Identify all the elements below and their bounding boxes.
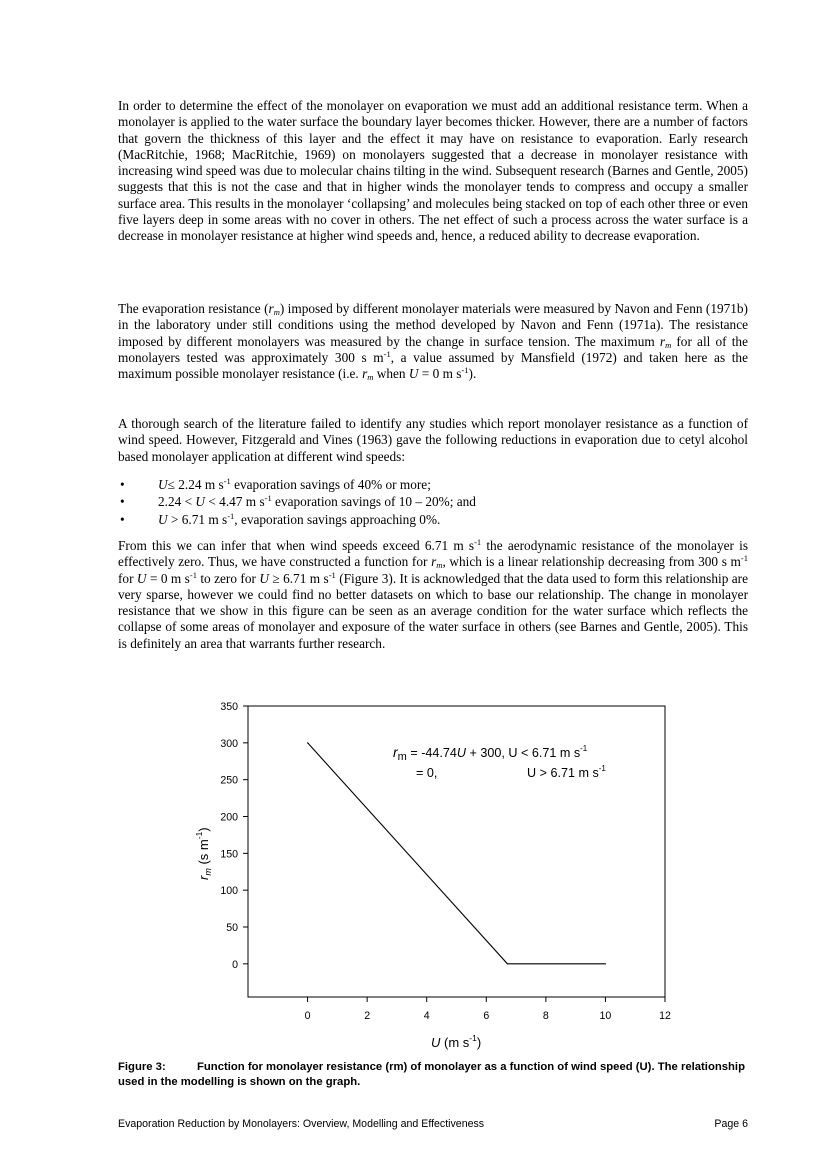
text-run: < 4.47 m s xyxy=(205,494,265,509)
y-tick-label: 250 xyxy=(220,774,238,787)
text-run: for xyxy=(118,570,137,586)
paragraph-literature-search: A thorough search of the literature failed to identify any studies which report monolayer resistance as a function of wind speed. However, Fitzgerald and Vines (1963) gave the following reductions in evaporation due to cetyl alcohol based monolayer application at different wind speeds: xyxy=(118,416,748,464)
text-run: , a value assumed by Mansfield (1972) and taken here as the maximum possible monolayer resistance (i.e. xyxy=(118,349,748,382)
superscript: -1 xyxy=(328,569,336,580)
data-point xyxy=(605,963,606,964)
superscript: -1 xyxy=(474,537,482,547)
y-axis-label: $r_m$ (s $m^{-1}$) xyxy=(194,827,213,880)
x-tick-label: 12 xyxy=(659,1010,671,1022)
y-tick-label: 0 xyxy=(232,958,238,971)
page-number: Page 6 xyxy=(714,1118,748,1130)
symbol-r: r xyxy=(659,333,666,349)
superscript: -1 xyxy=(189,569,197,580)
symbol-r: r xyxy=(431,554,437,570)
symbol-U: U xyxy=(195,494,206,509)
bullet-icon: • xyxy=(120,477,125,492)
y-tick-label: 50 xyxy=(226,922,238,935)
superscript: -1 xyxy=(264,493,272,503)
symbol-subscript: m xyxy=(436,560,443,571)
equation-line-2a: = 0, xyxy=(416,766,438,780)
symbol-r: r xyxy=(362,366,368,382)
text-run: = 0 m s xyxy=(418,366,462,382)
text-run: evaporation savings of 10 – 20%; and xyxy=(271,494,476,509)
paragraph-monolayer-resistance-intro: In order to determine the effect of the monolayer on evaporation we must add an additional resistance term. When a monolayer is applied to the water surface the boundary layer becomes thicker. However, there are a number of factors that govern the thickness of this layer and the effect it may have on resistance to evaporation. Early research (MacRitchie, 1968; MacRitchie, 1969) on monolayers suggested that a decrease in monolayer resistance with increasing wind speed was due to molecular chains tilting in the wind. Subsequent research (Barnes and Gentle, 2005) suggests that this is not the case and that in higher winds the monolayer tends to compress and occupy a smaller surface area. This results in the monolayer ‘collapsing’ and molecules being stacked on top of each other three or even five layers deep in some areas with no cover in others. The net effect of such a process across the water surface is a decrease in monolayer resistance at higher wind speeds and, hence, a reduced ability to decrease evaporation. xyxy=(118,98,748,244)
x-axis-label: U (m $s^{-1}$) xyxy=(431,1033,482,1050)
symbol-subscript: m xyxy=(665,339,672,350)
text-run: > 6.71 m s xyxy=(167,512,228,527)
equation-line-1: rm = -44.74U + 300, U < 6.71 m $s^{-1}$ xyxy=(393,744,588,763)
superscript: -1 xyxy=(227,511,235,521)
superscript: -1 xyxy=(461,365,469,376)
equation-line-2b: U > 6.71 m $s^{-1}$ xyxy=(527,764,606,780)
superscript: -1 xyxy=(223,476,231,486)
x-tick-label: 2 xyxy=(364,1010,371,1022)
text-run: the aerodynamic resistance of the monolayer is effectively zero. Thus, we have constructed a function for xyxy=(118,538,748,570)
text-run: when xyxy=(373,366,409,382)
text-run: ). xyxy=(468,366,477,382)
y-tick-label: 150 xyxy=(220,848,238,861)
symbol-U: U xyxy=(259,570,269,586)
figure-caption-text: Function for monolayer resistance (rm) of monolayer as a function of wind speed (U). The relationship used in the modelling is shown on the graph. xyxy=(118,1061,745,1088)
text-run: to zero for xyxy=(196,570,260,586)
text-run: From this we can infer that when wind speeds exceed 6.71 m s xyxy=(118,538,475,553)
data-point xyxy=(307,742,308,743)
y-tick-label: 200 xyxy=(220,811,238,824)
symbol-U: U xyxy=(136,570,147,586)
text-run: = 0 m s xyxy=(146,570,190,586)
symbol-r: r xyxy=(268,301,274,316)
data-point xyxy=(507,963,508,964)
x-tick-label: 8 xyxy=(542,1010,549,1022)
text-run: , which is a linear relationship decreasing from 300 s m xyxy=(442,554,741,570)
text-run: 2.24 < xyxy=(158,494,196,509)
x-tick-label: 4 xyxy=(423,1010,430,1022)
symbol-subscript: m xyxy=(273,307,280,317)
bullet-icon: • xyxy=(120,512,125,527)
y-tick-label: 100 xyxy=(220,885,238,898)
text-run: ) imposed by different monolayer materials were measured by Navon and Fenn (1971b) in the laboratory under still conditions using the method developed by Navon and Fenn (1971a). The resistance imposed by different monolayers was measured by the change in surface tension. The maximum xyxy=(118,301,748,349)
symbol-U: U xyxy=(158,477,168,492)
x-tick-label: 10 xyxy=(599,1010,612,1022)
superscript: -1 xyxy=(383,348,391,359)
text-run: ≥ 6.71 m s xyxy=(268,570,329,586)
y-tick-label: 350 xyxy=(220,701,238,713)
y-tick-label: 300 xyxy=(220,737,238,750)
text-run: evaporation savings of 40% or more; xyxy=(230,477,431,492)
figure-label: Figure 3: xyxy=(118,1061,166,1073)
footer-title: Evaporation Reduction by Monolayers: Overview, Modelling and Effectiveness xyxy=(118,1118,485,1130)
figure-caption xyxy=(118,1060,750,1089)
superscript: -1 xyxy=(740,553,748,564)
text-run: ≤ 2.24 m s xyxy=(167,477,224,492)
text-run: (Figure 3). It is acknowledged that the data used to form this relationship are very sparse, however we could find no better datasets on which to base our relationship. The change in monolayer resistance that we show in this figure can be seen as an average condition for the water surface which reflects the collapse of some areas of monolayer and exposure of the water surface in others (see Barnes and Gentle, 2005). This is definitely an area that warrants further research. xyxy=(118,570,748,651)
x-tick-label: 0 xyxy=(304,1010,311,1022)
text-run: , evaporation savings approaching 0%. xyxy=(234,512,441,527)
x-tick-label: 6 xyxy=(483,1010,490,1022)
bullet-icon: • xyxy=(120,494,125,509)
text-run: for all of the monolayers tested was approximately 300 s m xyxy=(118,333,748,365)
symbol-U: U xyxy=(408,366,419,382)
symbol-subscript: m xyxy=(367,372,374,383)
text-run: The evaporation resistance ( xyxy=(118,301,269,316)
symbol-U: U xyxy=(158,512,168,527)
